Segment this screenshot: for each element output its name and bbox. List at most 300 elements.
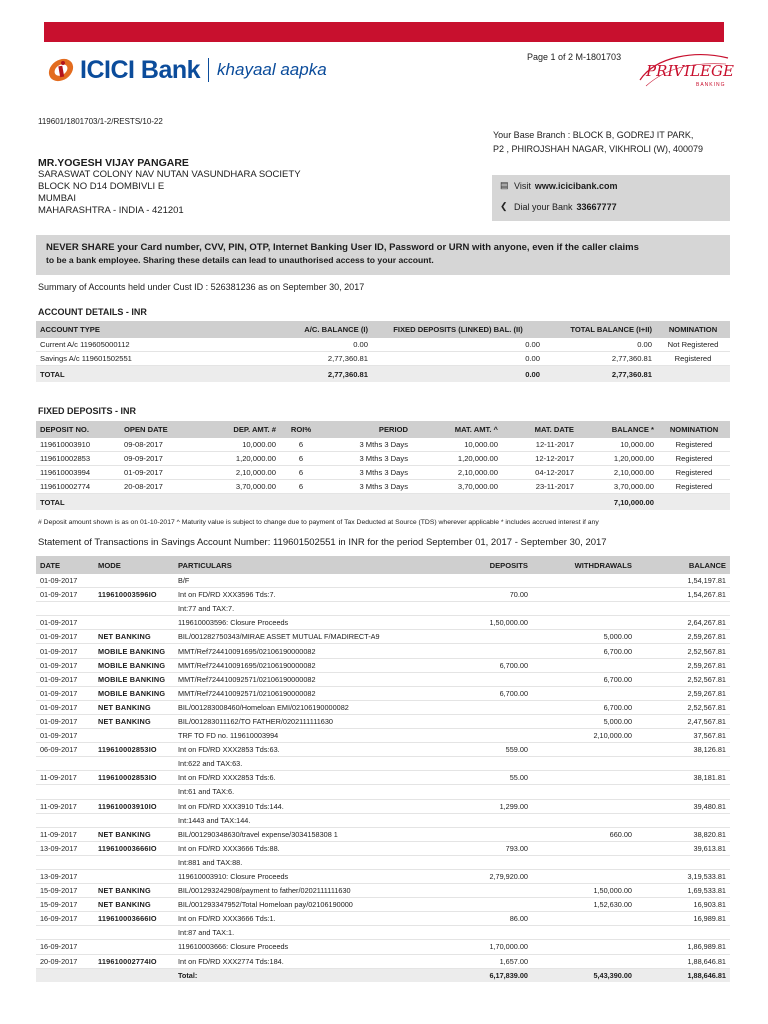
cell: Registered bbox=[658, 480, 730, 494]
page-info: Page 1 of 2 M-1801703 bbox=[527, 52, 622, 62]
cell: 0.00 bbox=[544, 338, 656, 352]
cell: 3 Mths 3 Days bbox=[322, 480, 412, 494]
cell: 2,77,360.81 bbox=[544, 366, 656, 383]
col-header: DEPOSITS bbox=[450, 556, 532, 574]
cell bbox=[532, 926, 636, 940]
cell: 1,69,533.81 bbox=[636, 884, 730, 898]
cell: 793.00 bbox=[450, 841, 532, 855]
cell: 2,77,360.81 bbox=[206, 366, 372, 383]
warning-line-1: NEVER SHARE your Card number, CVV, PIN, OTP, Internet Banking User ID, Password or URN with anyone, even if the caller claims bbox=[46, 242, 639, 253]
col-header: OPEN DATE bbox=[120, 421, 190, 438]
table-row bbox=[36, 912, 730, 926]
table-row bbox=[36, 644, 730, 658]
cell: MOBILE BANKING bbox=[94, 658, 174, 672]
cell bbox=[94, 940, 174, 954]
table-row bbox=[36, 466, 730, 480]
cell bbox=[532, 658, 636, 672]
cell: 119610003910IO bbox=[94, 799, 174, 813]
cell bbox=[450, 855, 532, 869]
cell: 01-09-2017 bbox=[36, 729, 94, 743]
cell: 119610003666IO bbox=[94, 841, 174, 855]
table-header-row bbox=[36, 556, 730, 574]
table-row bbox=[36, 438, 730, 452]
cell: 119610003910 bbox=[36, 438, 120, 452]
cell: 1,20,000.00 bbox=[412, 452, 502, 466]
table-row bbox=[36, 757, 730, 771]
cell: 20-09-2017 bbox=[36, 954, 94, 968]
cell: 10,000.00 bbox=[578, 438, 658, 452]
cell bbox=[532, 869, 636, 883]
cell bbox=[532, 686, 636, 700]
cell: 37,567.81 bbox=[636, 729, 730, 743]
cell: Registered bbox=[658, 466, 730, 480]
fixed-deposits-table bbox=[36, 421, 730, 510]
cell: 6 bbox=[280, 480, 322, 494]
cell bbox=[636, 813, 730, 827]
cell: Total: bbox=[174, 968, 450, 982]
col-header: DEPOSIT NO. bbox=[36, 421, 120, 438]
cell: NET BANKING bbox=[94, 884, 174, 898]
visit-website-link[interactable]: www.icicibank.com bbox=[534, 180, 618, 191]
cell: 660.00 bbox=[532, 827, 636, 841]
cell: 09-08-2017 bbox=[120, 438, 190, 452]
cell: Registered bbox=[658, 438, 730, 452]
icici-logo-icon bbox=[46, 55, 76, 85]
cell: 3 Mths 3 Days bbox=[322, 438, 412, 452]
dial-row bbox=[492, 196, 730, 217]
cell: 0.00 bbox=[372, 338, 544, 352]
cell: 0.00 bbox=[206, 338, 372, 352]
deposit-footnote: # Deposit amount shown is as on 01-10-2017 ^ Maturity value is subject to change due to payment of Tax Deducted at Source (TDS) wherever applicable * includes accrued interest if any bbox=[38, 519, 599, 526]
cell: Int on FD/RD XXX3666 Tds:88. bbox=[174, 841, 450, 855]
cell: BIL/001290348630/travel expense/3034158308 1 bbox=[174, 827, 450, 841]
cell bbox=[636, 855, 730, 869]
cell bbox=[532, 785, 636, 799]
cell: 2,47,567.81 bbox=[636, 714, 730, 728]
col-header: DATE bbox=[36, 556, 94, 574]
cell bbox=[450, 926, 532, 940]
cell bbox=[36, 926, 94, 940]
cell: 2,59,267.81 bbox=[636, 630, 730, 644]
cell: MOBILE BANKING bbox=[94, 644, 174, 658]
cell: 2,52,567.81 bbox=[636, 672, 730, 686]
table-row bbox=[36, 771, 730, 785]
cell: 15-09-2017 bbox=[36, 884, 94, 898]
cell: 0.00 bbox=[372, 366, 544, 383]
phone-icon: ❮ bbox=[500, 201, 508, 211]
bank-tagline: khayaal aapka bbox=[217, 60, 327, 79]
cell: 23-11-2017 bbox=[502, 480, 578, 494]
col-header: PERIOD bbox=[322, 421, 412, 438]
col-header: FIXED DEPOSITS (LINKED) BAL. (II) bbox=[372, 321, 544, 338]
cell bbox=[94, 813, 174, 827]
cell bbox=[94, 926, 174, 940]
cell: 16-09-2017 bbox=[36, 940, 94, 954]
col-header: ROI% bbox=[280, 421, 322, 438]
cell bbox=[450, 785, 532, 799]
cell: 5,43,390.00 bbox=[532, 968, 636, 982]
cell bbox=[532, 813, 636, 827]
table-row bbox=[36, 480, 730, 494]
total-row bbox=[36, 366, 730, 383]
logo-divider bbox=[208, 58, 209, 82]
branch-line-1: Your Base Branch : BLOCK B, GODREJ IT PARK, bbox=[493, 130, 694, 140]
cell: 39,613.81 bbox=[636, 841, 730, 855]
cell bbox=[450, 602, 532, 616]
cell: 119610002774IO bbox=[94, 954, 174, 968]
transaction-rows bbox=[36, 574, 730, 968]
cell bbox=[636, 926, 730, 940]
cell: Registered bbox=[658, 452, 730, 466]
cell: MMT/Ref724410091695/02106190000082 bbox=[174, 644, 450, 658]
cell: 1,50,000.00 bbox=[532, 884, 636, 898]
summary-text: Summary of Accounts held under Cust ID : 526381236 as on September 30, 2017 bbox=[38, 282, 365, 292]
cell: Int on FD/RD XXX3666 Tds:1. bbox=[174, 912, 450, 926]
cell: Not Registered bbox=[656, 338, 730, 352]
cell bbox=[94, 729, 174, 743]
cell: Int on FD/RD XXX3910 Tds:144. bbox=[174, 799, 450, 813]
cell: Registered bbox=[656, 352, 730, 366]
cell bbox=[532, 841, 636, 855]
cell: MOBILE BANKING bbox=[94, 672, 174, 686]
fd-rows bbox=[36, 438, 730, 494]
cell bbox=[450, 644, 532, 658]
cell: 3,70,000.00 bbox=[190, 480, 280, 494]
table-row bbox=[36, 452, 730, 466]
cell: 11-09-2017 bbox=[36, 799, 94, 813]
cell: 6 bbox=[280, 466, 322, 480]
cell: 09-09-2017 bbox=[120, 452, 190, 466]
cell bbox=[532, 799, 636, 813]
account-details-table bbox=[36, 321, 730, 382]
cell: 38,126.81 bbox=[636, 743, 730, 757]
cell bbox=[532, 940, 636, 954]
cell: 6,700.00 bbox=[450, 686, 532, 700]
cell: NET BANKING bbox=[94, 700, 174, 714]
cell: 2,10,000.00 bbox=[412, 466, 502, 480]
cell: BIL/001282750343/MIRAE ASSET MUTUAL F/MADIRECT-A9 bbox=[174, 630, 450, 644]
cell: 01-09-2017 bbox=[36, 672, 94, 686]
cell bbox=[94, 602, 174, 616]
table-row bbox=[36, 658, 730, 672]
cell: Int:61 and TAX:6. bbox=[174, 785, 450, 799]
cell bbox=[636, 757, 730, 771]
table-row bbox=[36, 869, 730, 883]
transactions-table bbox=[36, 556, 730, 982]
table-row bbox=[36, 813, 730, 827]
cell: 55.00 bbox=[450, 771, 532, 785]
table-row bbox=[36, 338, 730, 352]
cell: 6,700.00 bbox=[532, 644, 636, 658]
cell: 2,77,360.81 bbox=[544, 352, 656, 366]
cell bbox=[94, 869, 174, 883]
computer-icon: ▤ bbox=[500, 180, 509, 190]
cell: B/F bbox=[174, 574, 450, 588]
cell: 6,700.00 bbox=[532, 672, 636, 686]
cell: NET BANKING bbox=[94, 630, 174, 644]
cell: 38,181.81 bbox=[636, 771, 730, 785]
cell: 01-09-2017 bbox=[36, 644, 94, 658]
cell: 2,10,000.00 bbox=[190, 466, 280, 480]
col-header: PARTICULARS bbox=[174, 556, 450, 574]
cell bbox=[532, 743, 636, 757]
col-header: ACCOUNT TYPE bbox=[36, 321, 206, 338]
cell: 3 Mths 3 Days bbox=[322, 452, 412, 466]
cell: 01-09-2017 bbox=[120, 466, 190, 480]
address-line: SARASWAT COLONY NAV NUTAN VASUNDHARA SOCIETY bbox=[38, 169, 301, 180]
cell: 6,700.00 bbox=[532, 700, 636, 714]
cell: 15-09-2017 bbox=[36, 898, 94, 912]
cell bbox=[94, 757, 174, 771]
cell: 16,903.81 bbox=[636, 898, 730, 912]
cell: 6 bbox=[280, 452, 322, 466]
header-band bbox=[44, 22, 724, 42]
cell bbox=[532, 912, 636, 926]
cell bbox=[450, 884, 532, 898]
cell bbox=[450, 729, 532, 743]
cell: 119610003596IO bbox=[94, 588, 174, 602]
cell bbox=[450, 630, 532, 644]
cell: 01-09-2017 bbox=[36, 616, 94, 630]
cell bbox=[656, 366, 730, 383]
address-line: MAHARASHTRA - INDIA - 421201 bbox=[38, 205, 184, 216]
col-header: NOMINATION bbox=[656, 321, 730, 338]
table-row bbox=[36, 672, 730, 686]
cell bbox=[450, 700, 532, 714]
cell: NET BANKING bbox=[94, 898, 174, 912]
table-row bbox=[36, 714, 730, 728]
cell: BIL/001283011162/TO FATHER/0202111111630 bbox=[174, 714, 450, 728]
cell: MOBILE BANKING bbox=[94, 686, 174, 700]
cell bbox=[94, 855, 174, 869]
cell: 3 Mths 3 Days bbox=[322, 466, 412, 480]
cell: 38,820.81 bbox=[636, 827, 730, 841]
cell: 01-09-2017 bbox=[36, 588, 94, 602]
cell: 2,59,267.81 bbox=[636, 686, 730, 700]
cell: Int on FD/RD XXX2774 Tds:184. bbox=[174, 954, 450, 968]
cell: 01-09-2017 bbox=[36, 574, 94, 588]
address-line: BLOCK NO D14 DOMBIVLI E bbox=[38, 181, 165, 192]
bank-logo bbox=[46, 52, 327, 88]
cell bbox=[532, 616, 636, 630]
cell: 6 bbox=[280, 438, 322, 452]
cell: Int:881 and TAX:88. bbox=[174, 855, 450, 869]
table-row bbox=[36, 574, 730, 588]
cell bbox=[450, 574, 532, 588]
security-warning bbox=[36, 235, 730, 275]
cell: 13-09-2017 bbox=[36, 869, 94, 883]
cell: 20-08-2017 bbox=[120, 480, 190, 494]
cell bbox=[532, 588, 636, 602]
cell: 6,17,839.00 bbox=[450, 968, 532, 982]
table-row bbox=[36, 785, 730, 799]
cell: 559.00 bbox=[450, 743, 532, 757]
cell: Current A/c 119605000112 bbox=[36, 338, 206, 352]
cell: 119610003596: Closure Proceeds bbox=[174, 616, 450, 630]
table-row bbox=[36, 940, 730, 954]
cell: 39,480.81 bbox=[636, 799, 730, 813]
cell: 119610002853 bbox=[36, 452, 120, 466]
cell: 1,88,646.81 bbox=[636, 954, 730, 968]
visit-row bbox=[492, 175, 730, 196]
cell bbox=[532, 602, 636, 616]
cell: 1,86,989.81 bbox=[636, 940, 730, 954]
cell: 1,20,000.00 bbox=[190, 452, 280, 466]
cell bbox=[36, 855, 94, 869]
cell: 119610002774 bbox=[36, 480, 120, 494]
cell bbox=[94, 574, 174, 588]
cell: 119610002853IO bbox=[94, 771, 174, 785]
col-header: BALANCE * bbox=[578, 421, 658, 438]
table-row bbox=[36, 884, 730, 898]
cell: 11-09-2017 bbox=[36, 827, 94, 841]
table-row bbox=[36, 926, 730, 940]
cell: 1,657.00 bbox=[450, 954, 532, 968]
privilege-banking-logo bbox=[636, 48, 734, 94]
cell bbox=[36, 813, 94, 827]
cell: Int:77 and TAX:7. bbox=[174, 602, 450, 616]
cell: 1,54,197.81 bbox=[636, 574, 730, 588]
address-line: MUMBAI bbox=[38, 193, 76, 204]
cell: 3,70,000.00 bbox=[578, 480, 658, 494]
cell bbox=[636, 785, 730, 799]
col-header: A/C. BALANCE (I) bbox=[206, 321, 372, 338]
cell bbox=[532, 771, 636, 785]
customer-name: MR.YOGESH VIJAY PANGARE bbox=[38, 157, 189, 169]
table-row bbox=[36, 743, 730, 757]
col-header: BALANCE bbox=[636, 556, 730, 574]
cell: 16-09-2017 bbox=[36, 912, 94, 926]
cell: 5,000.00 bbox=[532, 630, 636, 644]
fixed-deposits-title: FIXED DEPOSITS - INR bbox=[38, 406, 137, 416]
cell: 2,10,000.00 bbox=[578, 466, 658, 480]
cell: Int:1443 and TAX:144. bbox=[174, 813, 450, 827]
table-row bbox=[36, 616, 730, 630]
cell: 2,77,360.81 bbox=[206, 352, 372, 366]
cell: 2,59,267.81 bbox=[636, 658, 730, 672]
statement-reference: 119601/1801703/1-2/RESTS/10-22 bbox=[38, 117, 163, 126]
cell: Savings A/c 119601502551 bbox=[36, 352, 206, 366]
cell: 11-09-2017 bbox=[36, 771, 94, 785]
branch-line-2: P2 , PHIROJSHAH NAGAR, VIKHROLI (W), 400079 bbox=[493, 144, 704, 154]
cell: TOTAL bbox=[36, 366, 206, 383]
table-row bbox=[36, 729, 730, 743]
cell: 01-09-2017 bbox=[36, 700, 94, 714]
cell bbox=[636, 602, 730, 616]
cell: 12-11-2017 bbox=[502, 438, 578, 452]
cell: 119610003666IO bbox=[94, 912, 174, 926]
cell bbox=[532, 757, 636, 771]
cell bbox=[94, 616, 174, 630]
cell bbox=[450, 898, 532, 912]
statement-title: Statement of Transactions in Savings Account Number: 119601502551 in INR for the period September 01, 2017 - September 30, 2017 bbox=[38, 537, 607, 548]
cell bbox=[450, 813, 532, 827]
cell bbox=[450, 714, 532, 728]
privilege-text: PRIVILEGE bbox=[646, 62, 734, 80]
account-details-title: ACCOUNT DETAILS - INR bbox=[38, 307, 147, 317]
cell: 01-09-2017 bbox=[36, 714, 94, 728]
cell bbox=[36, 602, 94, 616]
dial-label: Dial your Bank bbox=[514, 201, 573, 212]
cell bbox=[532, 574, 636, 588]
cell bbox=[450, 672, 532, 686]
cell: 10,000.00 bbox=[190, 438, 280, 452]
cell: 119610002853IO bbox=[94, 743, 174, 757]
cell: Int on FD/RD XXX2853 Tds:63. bbox=[174, 743, 450, 757]
cell: TOTAL bbox=[36, 494, 120, 511]
base-branch bbox=[493, 128, 743, 156]
contact-box bbox=[492, 175, 730, 221]
table-row bbox=[36, 630, 730, 644]
cell: 3,70,000.00 bbox=[412, 480, 502, 494]
table-row bbox=[36, 352, 730, 366]
cell bbox=[532, 855, 636, 869]
cell: BIL/001283008460/Homeloan EMI/02106190000082 bbox=[174, 700, 450, 714]
cell: MMT/Ref724410091695/02106190000082 bbox=[174, 658, 450, 672]
cell bbox=[532, 954, 636, 968]
table-row bbox=[36, 700, 730, 714]
col-header: MAT. DATE bbox=[502, 421, 578, 438]
cell: 1,70,000.00 bbox=[450, 940, 532, 954]
col-header: NOMINATION bbox=[658, 421, 730, 438]
bank-name: ICICI Bank bbox=[80, 55, 201, 84]
cell: 119610003994 bbox=[36, 466, 120, 480]
cell: 1,88,646.81 bbox=[636, 968, 730, 982]
privilege-subtext: BANKING bbox=[696, 82, 726, 88]
cell: Int:622 and TAX:63. bbox=[174, 757, 450, 771]
table-row bbox=[36, 799, 730, 813]
cell: 119610003666: Closure Proceeds bbox=[174, 940, 450, 954]
table-row bbox=[36, 841, 730, 855]
cell: Int on FD/RD XXX3596 Tds:7. bbox=[174, 588, 450, 602]
table-row bbox=[36, 602, 730, 616]
customer-block bbox=[38, 157, 301, 217]
cell bbox=[36, 757, 94, 771]
cell: 13-09-2017 bbox=[36, 841, 94, 855]
table-row bbox=[36, 855, 730, 869]
cell: 119610003910: Closure Proceeds bbox=[174, 869, 450, 883]
cell: 01-09-2017 bbox=[36, 658, 94, 672]
col-header: MAT. AMT. ^ bbox=[412, 421, 502, 438]
cell bbox=[450, 827, 532, 841]
cell: 04-12-2017 bbox=[502, 466, 578, 480]
cell: BIL/001293242908/payment to father/0202111111630 bbox=[174, 884, 450, 898]
cell: BIL/001293347952/Total Homeloan pay/02106190000 bbox=[174, 898, 450, 912]
cell bbox=[36, 785, 94, 799]
cell: 1,52,630.00 bbox=[532, 898, 636, 912]
col-header: DEP. AMT. # bbox=[190, 421, 280, 438]
cell: 10,000.00 bbox=[412, 438, 502, 452]
col-header: TOTAL BALANCE (I+II) bbox=[544, 321, 656, 338]
visit-label: Visit bbox=[514, 180, 531, 191]
col-header: MODE bbox=[94, 556, 174, 574]
table-row bbox=[36, 827, 730, 841]
cell: 5,000.00 bbox=[532, 714, 636, 728]
table-row bbox=[36, 686, 730, 700]
table-header-row bbox=[36, 321, 730, 338]
cell: TRF TO FD no. 119610003994 bbox=[174, 729, 450, 743]
cell: 2,52,567.81 bbox=[636, 700, 730, 714]
cell: 1,54,267.81 bbox=[636, 588, 730, 602]
cell: MMT/Ref724410092571/02106190000082 bbox=[174, 672, 450, 686]
cell: 12-12-2017 bbox=[502, 452, 578, 466]
cell: 01-09-2017 bbox=[36, 630, 94, 644]
cell: 16,989.81 bbox=[636, 912, 730, 926]
cell: 6,700.00 bbox=[450, 658, 532, 672]
cell: 2,79,920.00 bbox=[450, 869, 532, 883]
col-header: WITHDRAWALS bbox=[532, 556, 636, 574]
table-row bbox=[36, 954, 730, 968]
